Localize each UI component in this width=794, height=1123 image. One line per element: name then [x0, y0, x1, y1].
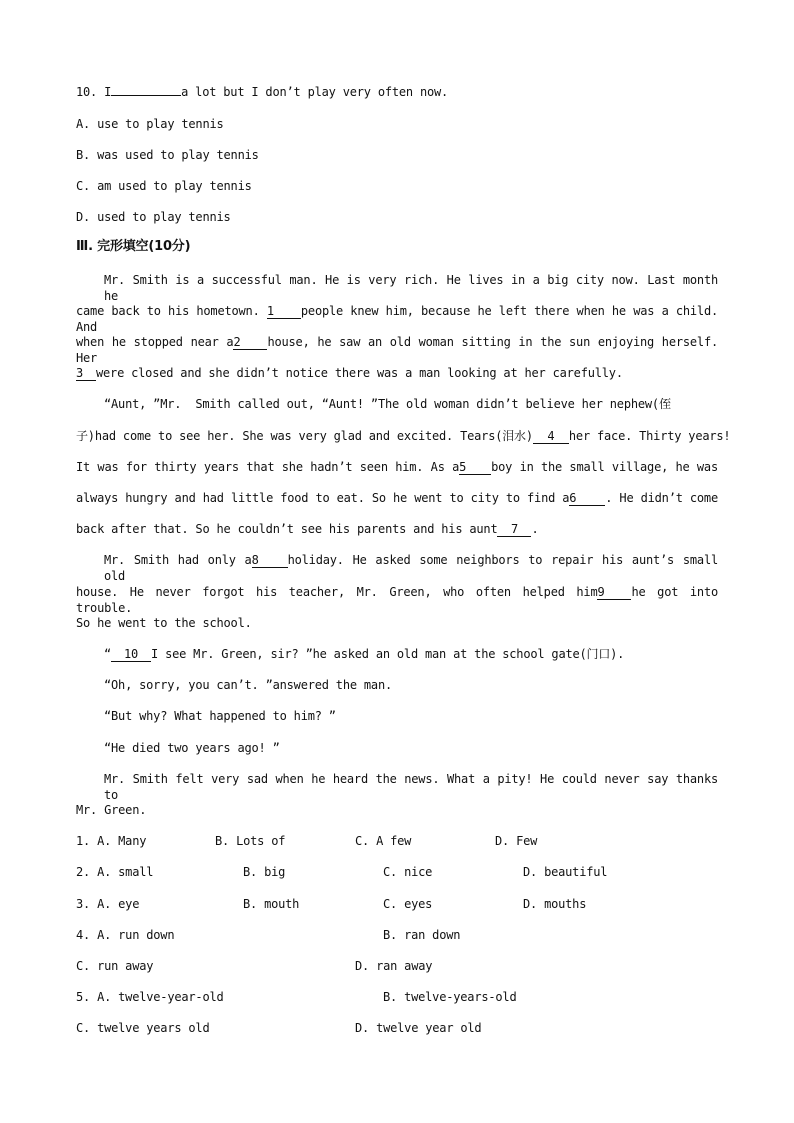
- passage-line: Mr. Smith had only a8 holiday. He asked some neighbors to repair his aunt’s small old: [104, 553, 719, 583]
- passage-line: “Aunt, ”Mr. Smith called out, “Aunt! ”The old woman didn’t believe her nephew(侄: [104, 397, 671, 411]
- passage-line: when he stopped near a2 house, he saw an old woman sitting in the sun enjoying herself. Her: [76, 335, 718, 365]
- dialogue-line: “He died two years ago! ”: [104, 741, 280, 755]
- option-4c: C. run away: [76, 959, 154, 973]
- option-4b: B. ran down: [383, 928, 461, 942]
- option-5b: B. twelve-years-old: [383, 990, 517, 1004]
- blank-5: 5: [459, 460, 491, 475]
- q10-option-a: A. use to play tennis: [76, 117, 224, 131]
- option-1c: C. A few: [355, 834, 412, 848]
- option-3d: D. mouths: [523, 897, 587, 911]
- option-5c: C. twelve years old: [76, 1021, 210, 1035]
- blank-1: 1: [267, 304, 301, 319]
- passage-line: It was for thirty years that she hadn’t seen him. As a5 boy in the small village, he was: [76, 460, 718, 474]
- blank-10: 10: [111, 647, 151, 662]
- passage-line: So he went to the school.: [76, 616, 252, 630]
- option-1b: B. Lots of: [215, 834, 286, 848]
- dialogue-line: “Oh, sorry, you can’t. ”answered the man.: [104, 678, 393, 692]
- option-2d: D. beautiful: [523, 865, 608, 879]
- option-3b: B. mouth: [243, 897, 300, 911]
- option-2c: C. nice: [383, 865, 433, 879]
- passage-line: 子)had come to see her. She was very glad and excited. Tears(泪水) 4 her face. Thirty years!: [76, 429, 731, 443]
- passage-line: Mr. Smith felt very sad when he heard the news. What a pity! He could never say thanks to: [104, 772, 718, 802]
- question-10-stem: 10. I a lot but I don’t play very often now.: [76, 85, 449, 99]
- blank-2: 2: [233, 335, 267, 350]
- answer-blank: [111, 95, 181, 96]
- option-1d: D. Few: [495, 834, 538, 848]
- q10-option-c: C. am used to play tennis: [76, 179, 252, 193]
- option-4d: D. ran away: [355, 959, 433, 973]
- blank-6: 6: [569, 491, 605, 506]
- passage-line: Mr. Green.: [76, 803, 147, 817]
- passage-line: Mr. Smith is a successful man. He is very rich. He lives in a big city now. Last month he: [104, 273, 718, 303]
- option-3a: 3. A. eye: [76, 897, 140, 911]
- blank-4: 4: [533, 429, 569, 444]
- blank-7: 7: [497, 522, 531, 537]
- section-heading: Ⅲ. 完形填空(10分): [76, 239, 191, 254]
- dialogue-line: “ 10 I see Mr. Green, sir? ”he asked an old man at the school gate(门口).: [104, 647, 625, 661]
- option-2a: 2. A. small: [76, 865, 154, 879]
- blank-8: 8: [252, 553, 288, 568]
- option-1a: 1. A. Many: [76, 834, 147, 848]
- q10-option-b: B. was used to play tennis: [76, 148, 259, 162]
- blank-9: 9: [597, 585, 631, 600]
- passage-line: always hungry and had little food to eat. So he went to city to find a6 . He didn’t come: [76, 491, 718, 505]
- option-4a: 4. A. run down: [76, 928, 175, 942]
- option-5a: 5. A. twelve-year-old: [76, 990, 224, 1004]
- passage-line: 3 were closed and she didn’t notice there was a man looking at her carefully.: [76, 366, 623, 380]
- dialogue-line: “But why? What happened to him? ”: [104, 709, 336, 723]
- passage-line: came back to his hometown. 1 people knew him, because he left there when he was a child. And: [76, 304, 719, 334]
- q10-option-d: D. used to play tennis: [76, 210, 231, 224]
- blank-3: 3: [76, 366, 96, 381]
- option-5d: D. twelve year old: [355, 1021, 482, 1035]
- passage-line: house. He never forgot his teacher, Mr. Green, who often helped him9 he got into trouble.: [76, 585, 718, 615]
- passage-line: back after that. So he couldn’t see his parents and his aunt 7 .: [76, 522, 539, 536]
- option-3c: C. eyes: [383, 897, 433, 911]
- option-2b: B. big: [243, 865, 286, 879]
